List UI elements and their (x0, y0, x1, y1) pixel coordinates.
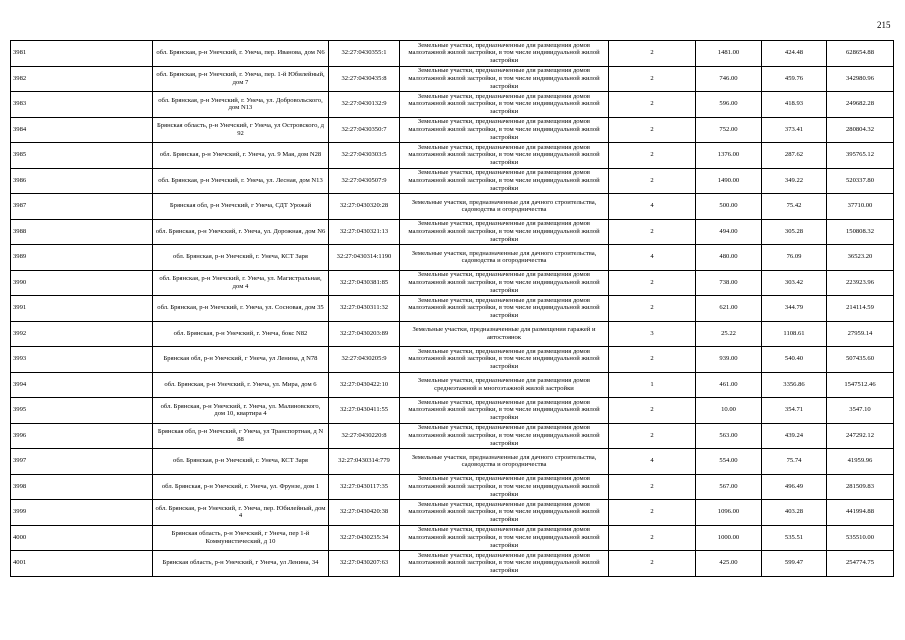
row-area: 425.00 (696, 551, 762, 577)
row-address: обл. Брянская, р-н Унечский, г. Унеча, ул. Дорожная, дом N6 (153, 219, 329, 245)
row-cadastral-value: 507435.60 (827, 347, 894, 373)
row-area: 1096.00 (696, 500, 762, 526)
row-area: 563.00 (696, 423, 762, 449)
row-group: 4 (609, 194, 696, 220)
row-cadastral-number: 32:27:0430420:38 (329, 500, 400, 526)
row-group: 2 (609, 117, 696, 143)
row-cadastral-value: 249682.28 (827, 92, 894, 118)
row-land-use: Земельные участки, предназначенные для размещения домов среднеэтажной и многоэтажной жилой застройки (400, 372, 609, 398)
row-land-use: Земельные участки, предназначенные для дачного строительства, садоводства и огородничества (400, 194, 609, 220)
row-cadastral-number: 32:27:0430355:1 (329, 41, 400, 67)
row-specific-value: 439.24 (762, 423, 827, 449)
row-cadastral-value: 535510.00 (827, 525, 894, 551)
row-cadastral-number: 32:27:0430117:35 (329, 474, 400, 500)
row-area: 621.00 (696, 296, 762, 322)
row-group: 4 (609, 245, 696, 271)
land-plots-table (10, 40, 894, 577)
row-cadastral-number: 32:27:0430203:89 (329, 321, 400, 347)
row-group: 2 (609, 168, 696, 194)
row-area: 500.00 (696, 194, 762, 220)
row-cadastral-number: 32:27:0430507:9 (329, 168, 400, 194)
table-row (11, 525, 894, 551)
row-specific-value: 1108.61 (762, 321, 827, 347)
row-land-use: Земельные участки, предназначенные для размещения гаражей и автостоянок (400, 321, 609, 347)
row-specific-value: 403.28 (762, 500, 827, 526)
row-group: 2 (609, 398, 696, 424)
row-specific-value: 3356.86 (762, 372, 827, 398)
row-specific-value: 373.41 (762, 117, 827, 143)
row-cadastral-value: 342980.96 (827, 66, 894, 92)
row-number: 3984 (11, 117, 153, 143)
row-number: 4001 (11, 551, 153, 577)
row-specific-value: 303.42 (762, 270, 827, 296)
row-number: 3982 (11, 66, 153, 92)
table-row (11, 551, 894, 577)
row-specific-value: 75.74 (762, 449, 827, 475)
row-address: Брянская область, р-н Унечский, г Унеча, ул Островского, д 92 (153, 117, 329, 143)
row-group: 2 (609, 551, 696, 577)
table-row (11, 449, 894, 475)
table-row (11, 347, 894, 373)
row-specific-value: 424.48 (762, 41, 827, 67)
row-cadastral-value: 27959.14 (827, 321, 894, 347)
row-specific-value: 540.40 (762, 347, 827, 373)
row-group: 4 (609, 449, 696, 475)
row-land-use: Земельные участки, предназначенные для размещения домов малоэтажной жилой застройки, в том числе индивидуальной жилой застройки (400, 66, 609, 92)
row-cadastral-number: 32:27:0430350:7 (329, 117, 400, 143)
row-specific-value: 287.62 (762, 143, 827, 169)
row-area: 25.22 (696, 321, 762, 347)
row-land-use: Земельные участки, предназначенные для размещения домов малоэтажной жилой застройки, в том числе индивидуальной жилой застройки (400, 551, 609, 577)
row-specific-value: 418.93 (762, 92, 827, 118)
row-area: 746.00 (696, 66, 762, 92)
row-number: 3987 (11, 194, 153, 220)
row-cadastral-value: 281509.83 (827, 474, 894, 500)
row-address: обл. Брянская, р-н Унечский, г. Унеча, пер. Юбилейный, дом 4 (153, 500, 329, 526)
row-group: 1 (609, 372, 696, 398)
row-cadastral-number: 32:27:0430411:55 (329, 398, 400, 424)
row-specific-value: 599.47 (762, 551, 827, 577)
page-number: 215 (877, 20, 891, 30)
row-group: 2 (609, 347, 696, 373)
row-address: обл. Брянская, р-н Унечский, г. Унеча, ул. Магистральная, дом 4 (153, 270, 329, 296)
row-specific-value: 496.49 (762, 474, 827, 500)
row-group: 3 (609, 321, 696, 347)
row-cadastral-value: 280804.32 (827, 117, 894, 143)
row-land-use: Земельные участки, предназначенные для размещения домов малоэтажной жилой застройки, в том числе индивидуальной жилой застройки (400, 474, 609, 500)
row-number: 3994 (11, 372, 153, 398)
row-cadastral-number: 32:27:0430435:8 (329, 66, 400, 92)
row-cadastral-number: 32:27:0430235:34 (329, 525, 400, 551)
row-cadastral-value: 628654.88 (827, 41, 894, 67)
row-cadastral-value: 254774.75 (827, 551, 894, 577)
row-address: обл. Брянская, р-н Унечский, г. Унеча, ул. Фрунзе, дом 1 (153, 474, 329, 500)
row-number: 3999 (11, 500, 153, 526)
row-cadastral-number: 32:27:0430422:10 (329, 372, 400, 398)
row-area: 567.00 (696, 474, 762, 500)
row-group: 2 (609, 219, 696, 245)
row-land-use: Земельные участки, предназначенные для размещения домов малоэтажной жилой застройки, в том числе индивидуальной жилой застройки (400, 168, 609, 194)
row-address: обл. Брянская, р-н Унечский, г. Унеча, пер. 1-й Юбилейный, дом 7 (153, 66, 329, 92)
row-cadastral-value: 150808.32 (827, 219, 894, 245)
table-row (11, 500, 894, 526)
row-group: 2 (609, 270, 696, 296)
row-area: 1481.00 (696, 41, 762, 67)
row-group: 2 (609, 296, 696, 322)
row-land-use: Земельные участки, предназначенные для размещения домов малоэтажной жилой застройки, в том числе индивидуальной жилой застройки (400, 500, 609, 526)
row-specific-value: 459.76 (762, 66, 827, 92)
table-row (11, 41, 894, 67)
row-cadastral-number: 32:27:0430381:85 (329, 270, 400, 296)
table-row (11, 66, 894, 92)
row-cadastral-value: 37710.00 (827, 194, 894, 220)
table-row (11, 321, 894, 347)
row-cadastral-number: 32:27:0430303:5 (329, 143, 400, 169)
row-number: 3989 (11, 245, 153, 271)
row-cadastral-number: 32:27:0430132:9 (329, 92, 400, 118)
row-number: 3993 (11, 347, 153, 373)
row-land-use: Земельные участки, предназначенные для размещения домов малоэтажной жилой застройки, в том числе индивидуальной жилой застройки (400, 270, 609, 296)
row-specific-value: 305.28 (762, 219, 827, 245)
row-area: 494.00 (696, 219, 762, 245)
row-land-use: Земельные участки, предназначенные для дачного строительства, садоводства и огородничества (400, 449, 609, 475)
row-area: 1376.00 (696, 143, 762, 169)
row-group: 2 (609, 41, 696, 67)
row-area: 554.00 (696, 449, 762, 475)
row-cadastral-value: 223923.96 (827, 270, 894, 296)
row-number: 3985 (11, 143, 153, 169)
row-land-use: Земельные участки, предназначенные для размещения домов малоэтажной жилой застройки, в том числе индивидуальной жилой застройки (400, 41, 609, 67)
row-area: 1490.00 (696, 168, 762, 194)
row-number: 3992 (11, 321, 153, 347)
row-area: 1000.00 (696, 525, 762, 551)
row-address: обл. Брянская, р-н Унечский, г. Унеча, ул. Мира, дом 6 (153, 372, 329, 398)
table-row (11, 168, 894, 194)
table-row (11, 372, 894, 398)
row-area: 480.00 (696, 245, 762, 271)
row-cadastral-number: 32:27:0430207:63 (329, 551, 400, 577)
row-number: 3983 (11, 92, 153, 118)
table-row (11, 474, 894, 500)
row-cadastral-value: 395765.12 (827, 143, 894, 169)
row-address: Брянская обл, р-н Унечский, г Унеча, ул Ленина, д N78 (153, 347, 329, 373)
row-specific-value: 344.79 (762, 296, 827, 322)
row-cadastral-number: 32:27:0430220:8 (329, 423, 400, 449)
row-number: 4000 (11, 525, 153, 551)
row-specific-value: 349.22 (762, 168, 827, 194)
row-cadastral-number: 32:27:0430320:28 (329, 194, 400, 220)
table-row (11, 245, 894, 271)
table-row (11, 423, 894, 449)
table-row (11, 219, 894, 245)
row-address: обл. Брянская, р-н Унечский, г. Унеча, КСТ Заря (153, 449, 329, 475)
row-area: 461.00 (696, 372, 762, 398)
row-land-use: Земельные участки, предназначенные для размещения домов малоэтажной жилой застройки, в том числе индивидуальной жилой застройки (400, 92, 609, 118)
row-number: 3991 (11, 296, 153, 322)
row-number: 3997 (11, 449, 153, 475)
row-address: Брянская обл, р-н Унечский, г Унеча, СДТ Урожай (153, 194, 329, 220)
row-specific-value: 76.09 (762, 245, 827, 271)
row-cadastral-number: 32:27:0430314:779 (329, 449, 400, 475)
row-number: 3998 (11, 474, 153, 500)
row-number: 3996 (11, 423, 153, 449)
row-cadastral-value: 1547512.46 (827, 372, 894, 398)
row-area: 596.00 (696, 92, 762, 118)
row-land-use: Земельные участки, предназначенные для дачного строительства, садоводства и огородничества (400, 245, 609, 271)
row-cadastral-value: 214114.59 (827, 296, 894, 322)
table-body (11, 41, 894, 577)
row-group: 2 (609, 92, 696, 118)
row-cadastral-value: 520337.80 (827, 168, 894, 194)
row-cadastral-value: 247292.12 (827, 423, 894, 449)
row-cadastral-number: 32:27:0430321:13 (329, 219, 400, 245)
row-group: 2 (609, 66, 696, 92)
row-cadastral-number: 32:27:0430314:1190 (329, 245, 400, 271)
row-cadastral-value: 41959.96 (827, 449, 894, 475)
row-area: 738.00 (696, 270, 762, 296)
row-area: 939.00 (696, 347, 762, 373)
table-row (11, 143, 894, 169)
row-address: Брянская обл, р-н Унечский, г Унеча, ул Транспортная, д N 88 (153, 423, 329, 449)
row-address: обл. Брянская, р-н Унечский, г. Унеча, ул. Сосновая, дом 35 (153, 296, 329, 322)
row-address: обл. Брянская, р-н Унечский, г. Унеча, пер. Иванова, дом N6 (153, 41, 329, 67)
table-row (11, 398, 894, 424)
row-specific-value: 75.42 (762, 194, 827, 220)
row-cadastral-number: 32:27:0430311:32 (329, 296, 400, 322)
row-cadastral-value: 36523.20 (827, 245, 894, 271)
row-area: 752.00 (696, 117, 762, 143)
row-land-use: Земельные участки, предназначенные для размещения домов малоэтажной жилой застройки, в том числе индивидуальной жилой застройки (400, 347, 609, 373)
row-group: 2 (609, 474, 696, 500)
row-address: обл. Брянская, р-н Унечский, г. Унеча, бокс N82 (153, 321, 329, 347)
table-row (11, 270, 894, 296)
row-cadastral-value: 3547.10 (827, 398, 894, 424)
row-address: Брянская область, р-н Унечский, г Унеча, ул Ленина, 34 (153, 551, 329, 577)
row-specific-value: 535.51 (762, 525, 827, 551)
row-land-use: Земельные участки, предназначенные для размещения домов малоэтажной жилой застройки, в том числе индивидуальной жилой застройки (400, 423, 609, 449)
row-group: 2 (609, 500, 696, 526)
row-group: 2 (609, 423, 696, 449)
row-cadastral-number: 32:27:0430205:9 (329, 347, 400, 373)
row-land-use: Земельные участки, предназначенные для размещения домов малоэтажной жилой застройки, в том числе индивидуальной жилой застройки (400, 117, 609, 143)
row-cadastral-value: 441994.88 (827, 500, 894, 526)
row-group: 2 (609, 525, 696, 551)
row-address: обл. Брянская, р-н Унечский, г. Унеча, ул. 9 Мая, дом N28 (153, 143, 329, 169)
row-land-use: Земельные участки, предназначенные для размещения домов малоэтажной жилой застройки, в том числе индивидуальной жилой застройки (400, 398, 609, 424)
row-area: 10.00 (696, 398, 762, 424)
row-land-use: Земельные участки, предназначенные для размещения домов малоэтажной жилой застройки, в том числе индивидуальной жилой застройки (400, 296, 609, 322)
row-address: обл. Брянская, р-н Унечский, г. Унеча, ул. Добровольского, дом N13 (153, 92, 329, 118)
table-row (11, 296, 894, 322)
row-address: Брянская область, р-н Унечский, г Унеча, пер 1-й Коммунистический, д 10 (153, 525, 329, 551)
row-land-use: Земельные участки, предназначенные для размещения домов малоэтажной жилой застройки, в том числе индивидуальной жилой застройки (400, 143, 609, 169)
row-number: 3988 (11, 219, 153, 245)
row-address: обл. Брянская, р-н Унечский, г. Унеча, ул. Малиновского, дом 10, квартира 4 (153, 398, 329, 424)
row-number: 3986 (11, 168, 153, 194)
row-land-use: Земельные участки, предназначенные для размещения домов малоэтажной жилой застройки, в том числе индивидуальной жилой застройки (400, 525, 609, 551)
table-row (11, 92, 894, 118)
row-land-use: Земельные участки, предназначенные для размещения домов малоэтажной жилой застройки, в том числе индивидуальной жилой застройки (400, 219, 609, 245)
row-address: обл. Брянская, р-н Унечский, г. Унеча, КСТ Заря (153, 245, 329, 271)
table-row (11, 117, 894, 143)
row-number: 3981 (11, 41, 153, 67)
row-number: 3995 (11, 398, 153, 424)
table-row (11, 194, 894, 220)
row-address: обл. Брянская, р-н Унечский, г. Унеча, ул. Лесная, дом N13 (153, 168, 329, 194)
row-number: 3990 (11, 270, 153, 296)
row-specific-value: 354.71 (762, 398, 827, 424)
row-group: 2 (609, 143, 696, 169)
